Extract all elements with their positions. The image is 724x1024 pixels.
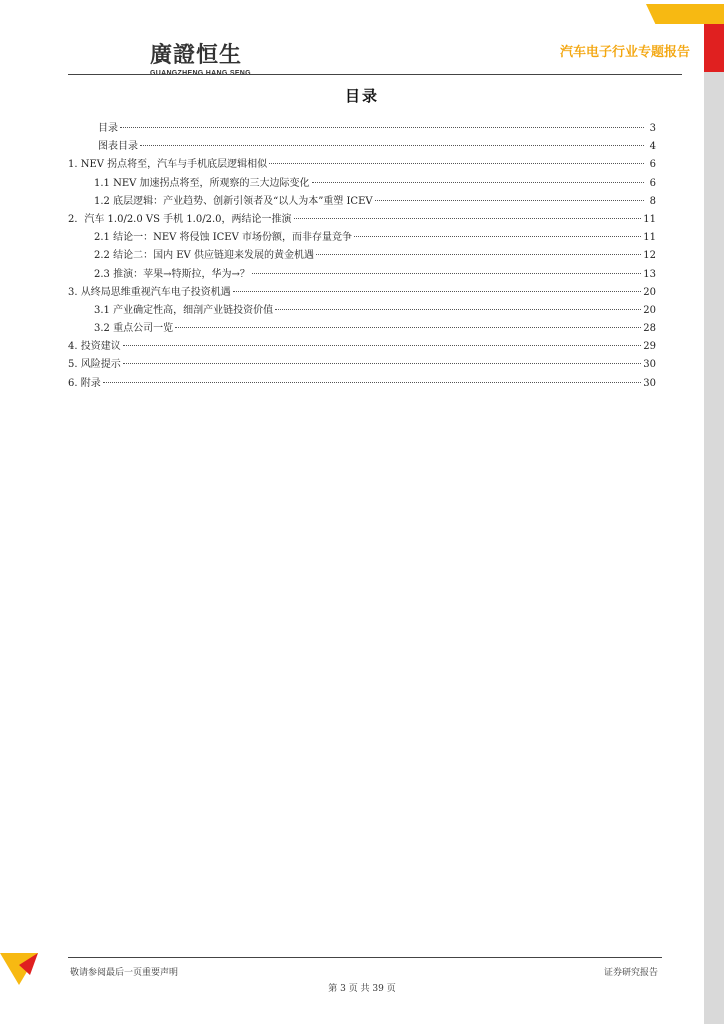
toc-entry[interactable]	[68, 120, 656, 138]
toc-entry-label: 1.1 NEV 加速拐点将至，所观察的三大边际变化	[94, 177, 310, 189]
toc-entry-label: 1. NEV 拐点将至，汽车与手机底层逻辑相似	[68, 159, 268, 171]
toc-entry[interactable]	[68, 375, 656, 393]
toc-entry-label: 6. 附录	[68, 377, 101, 389]
toc-leader-dots	[294, 217, 642, 219]
toc-entry[interactable]	[68, 193, 656, 211]
toc-entry-page: 4	[649, 141, 656, 153]
toc-entry[interactable]	[68, 247, 656, 265]
toc-entry[interactable]	[68, 138, 656, 156]
table-of-contents	[68, 120, 656, 393]
toc-entry[interactable]	[68, 302, 656, 320]
toc-leader-dots	[120, 126, 644, 128]
toc-leader-dots	[275, 308, 641, 310]
toc-entry-page: 28	[643, 323, 656, 335]
footer-disclaimer: 敬请参阅最后一页重要声明	[70, 968, 179, 978]
company-logo	[150, 38, 260, 77]
toc-entry-page: 6	[649, 177, 656, 189]
toc-entry-label: 1.2 底层逻辑：产业趋势、创新引领者及“以人为本”重塑 ICEV	[94, 195, 373, 207]
toc-entry-page: 11	[643, 213, 656, 225]
header-accent-red	[704, 24, 724, 72]
toc-entry[interactable]	[68, 266, 656, 284]
header-divider	[68, 74, 682, 75]
toc-entry-page: 3	[649, 123, 656, 134]
toc-entry-label: 目录	[98, 123, 118, 134]
toc-leader-dots	[123, 362, 642, 364]
toc-entry[interactable]	[68, 356, 656, 374]
toc-entry-label: 4. 投资建议	[68, 341, 121, 353]
toc-entry[interactable]	[68, 175, 656, 193]
toc-leader-dots	[312, 181, 644, 183]
toc-leader-dots	[175, 326, 641, 328]
report-type: 汽车电子行业专题报告	[559, 45, 690, 60]
toc-entry-label: 2.3 推演：苹果→特斯拉，华为→？	[94, 268, 250, 280]
toc-entry-page: 11	[643, 232, 656, 244]
toc-entry-label: 2．汽车 1.0/2.0 VS 手机 1.0/2.0，两结论一推演	[68, 213, 292, 225]
toc-entry-label: 3.2 重点公司一览	[94, 323, 174, 335]
side-bar-gray	[704, 72, 724, 1024]
toc-entry-page: 8	[649, 195, 656, 207]
toc-entry-label: 图表目录	[98, 141, 138, 153]
toc-entry-page: 30	[643, 377, 656, 389]
page-number: 第 3 页 共 39 页	[328, 984, 396, 994]
toc-entry-page: 6	[649, 159, 656, 171]
toc-entry-label: 3.1 产业确定性高，细剖产业链投资价值	[94, 304, 274, 316]
toc-entry[interactable]	[68, 320, 656, 338]
toc-leader-dots	[123, 344, 642, 346]
toc-leader-dots	[269, 162, 644, 164]
footer-doc-type: 证券研究报告	[603, 968, 658, 978]
toc-title: 目录	[344, 87, 379, 105]
toc-entry[interactable]	[68, 211, 656, 229]
footer-divider	[68, 957, 662, 958]
toc-leader-dots	[252, 272, 641, 274]
toc-entry-label: 3. 从终局思维重视汽车电子投资机遇	[68, 286, 231, 298]
toc-leader-dots	[354, 235, 641, 237]
toc-leader-dots	[375, 199, 644, 201]
toc-entry-page: 13	[643, 268, 656, 280]
toc-entry-page: 30	[643, 359, 656, 371]
toc-entry[interactable]	[68, 284, 656, 302]
toc-entry-label: 2.1 结论一：NEV 将侵蚀 ICEV 市场份额，而非存量竞争	[94, 232, 353, 244]
toc-entry-page: 20	[643, 286, 656, 298]
toc-entry-page: 20	[643, 304, 656, 316]
toc-entry[interactable]	[68, 229, 656, 247]
header-accent-yellow	[646, 4, 724, 24]
toc-entry-page: 29	[643, 341, 656, 353]
toc-entry-page: 12	[643, 250, 656, 262]
toc-leader-dots	[140, 144, 644, 146]
toc-leader-dots	[103, 381, 642, 383]
toc-entry-label: 5. 风险提示	[68, 359, 121, 371]
logo-cn: 廣證恒生	[150, 43, 243, 68]
toc-entry[interactable]	[68, 156, 656, 174]
toc-entry[interactable]	[68, 338, 656, 356]
toc-leader-dots	[316, 253, 641, 255]
toc-leader-dots	[233, 290, 642, 292]
toc-entry-label: 2.2 结论二：国内 EV 供应链迎来发展的黄金机遇	[94, 250, 314, 262]
